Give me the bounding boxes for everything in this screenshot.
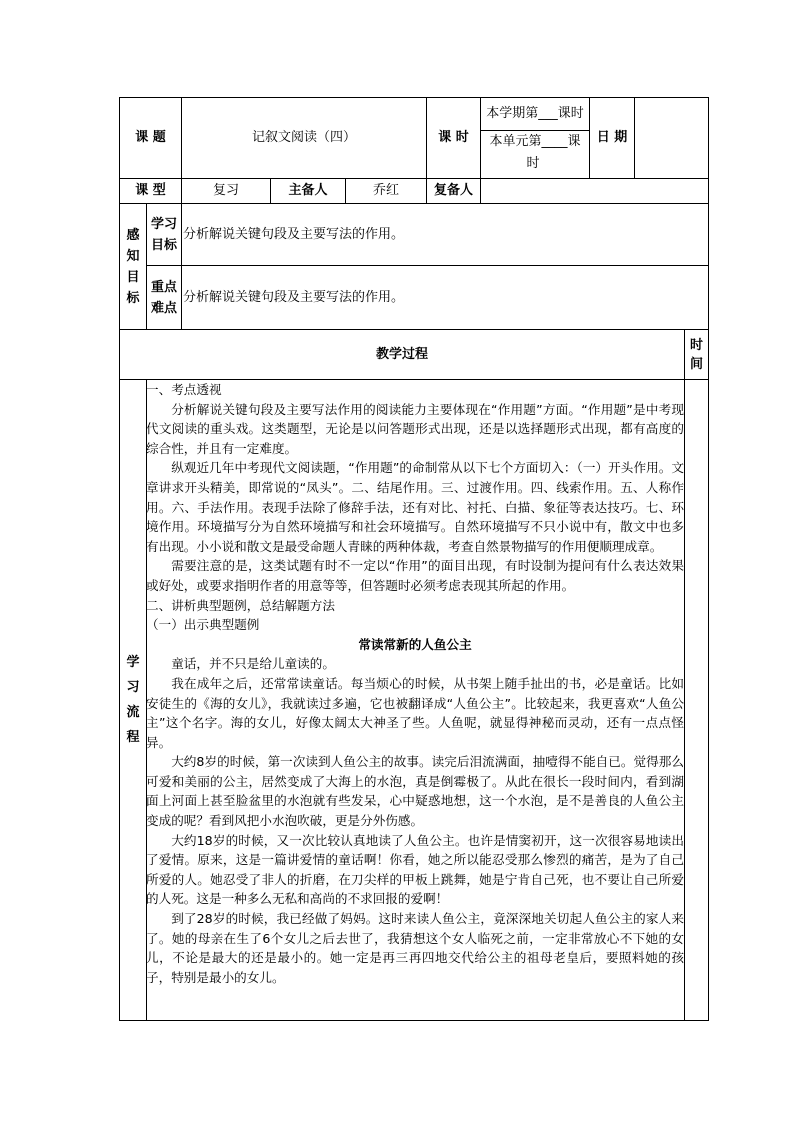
table-rule — [480, 130, 589, 131]
paragraph: 童话，并不只是给儿童读的。 — [171, 656, 335, 672]
paragraph: 我在成年之后，还常常读童话。每当烦心的时候，从书架上随手扯出的书，必是童话。比如安徒生的《海的女儿》，我就读过多遍，它也被翻译成“人鱼公主”。比较起来，我更喜欢“人鱼公主”这个名字。海的女儿，好像太阔太大神圣了些。人鱼呢，就显得神秘而灵动，还有一点点怪异。 — [146, 675, 684, 750]
section-heading: 二、讲析典型题例，总结解题方法 — [146, 597, 335, 613]
paragraph: 到了28岁的时候，我已经做了妈妈。这时来读人鱼公主，竟深深地关切起人鱼公主的家人来了。她的母亲在生了6个女儿之后去世了，我猜想这个女人临死之前，一定非常放心不下她的女儿，不论是最大的还是最小的。她一定是再三再四地交代给公主的祖母老皇后，要照料她的孩子，特别是最小的女儿。 — [146, 911, 684, 985]
paragraph: 需要注意的是，这类试题有时不一定以“作用”的面目出现，有时设制为提问有什么表达效果或好处，或要求指明作者的用意等等，但答题时必须考虑表现其所起的作用。 — [146, 558, 684, 593]
semester-period-text: 本学期第___课时 — [486, 106, 584, 121]
table-border-bottom — [119, 1020, 709, 1021]
teaching-process-title: 教学过程 — [375, 346, 428, 362]
learning-goal-text: 分析解说关键句段及主要写法的作用。 — [183, 226, 405, 242]
date-label: 日 期 — [596, 130, 628, 145]
paragraph: 分析解说关键句段及主要写法作用的阅读能力主要体现在“作用题”方面。“作用题”是中考现代文阅读的重头戏。这类题型，无论是以问答题形式出现，还是以选择题形式出现，都有高度的综合性，并且有一定难度。 — [146, 401, 684, 456]
preparer-value: 乔红 — [372, 183, 399, 198]
lesson-content — [146, 380, 684, 987]
article-title: 常读常新的人鱼公主 — [358, 636, 472, 652]
date-value — [635, 98, 708, 178]
time-label: 时 间 — [689, 337, 703, 372]
co-preparer-value — [481, 179, 708, 203]
topic-label: 课 题 — [135, 130, 166, 145]
type-value: 复习 — [212, 183, 239, 198]
key-difficulty-text: 分析解说关键句段及主要写法的作用。 — [183, 289, 405, 305]
section-heading: 一、考点透视 — [146, 382, 222, 397]
topic-value: 记叙文阅读（四） — [251, 130, 356, 145]
paragraph: 大约8岁的时候，第一次读到人鱼公主的故事。读完后泪流满面，抽噎得不能自已。觉得那么可爱和美丽的公主，居然变成了大海上的水泡，真是倒霉极了。从此在很长一段时间内，看到湖面上河面上甚至脸盆里的水泡就有些发呆，心中疑惑地想，这一个水泡，是不是善良的人鱼公主变成的呢？看到风把小水泡吹破，更是分外伤感。 — [146, 754, 684, 829]
learning-flow-label: 学 习 流 程 — [126, 655, 140, 745]
type-label: 课 型 — [135, 183, 166, 198]
subsection-heading: （一）出示典型题例 — [146, 617, 260, 633]
table-rule — [684, 379, 685, 1021]
key-difficulty-label: 重点 难点 — [150, 279, 177, 316]
table-border-right — [708, 97, 709, 1021]
period-label: 课 时 — [438, 130, 469, 145]
unit-period-text-line1: 本单元第____课 — [489, 134, 581, 149]
paragraph: 纵观近几年中考现代文阅读题，“作用题”的命制常从以下七个方面切入：（一）开头作用。文章讲求开头精美，即常说的“凤头”。二、结尾作用。三、过渡作用。四、线索作用。五、人称作用。六、手法作用。表现手法除了修辞手法，还有对比、衬托、白描、象征等表达技巧。七、环境作用。环境描写分为自然环境描写和社会环境描写。自然环境描写不只小说中有，散文中也多有出现。小小说和散文是最受命题人青睐的两种体裁，考查自然景物描写的作用便顺理成章。 — [146, 460, 684, 554]
paragraph: 大约18岁的时候，又一次比较认真地读了人鱼公主。也许是情窦初开，这一次很容易地读出了爱情。原来，这是一篇讲爱情的童话啊！你看，她之所以能忍受那么惨烈的痛苦，是为了自己所爱的人。她忍受了非人的折磨，在刀尖样的甲板上跳舞，她是宁肯自己死，也不要让自己所爱的人死。这是一种多么无私和高尚的不求回报的爱啊！ — [146, 832, 684, 907]
co-preparer-label: 复备人 — [433, 183, 473, 198]
preparer-label: 主备人 — [288, 183, 328, 198]
table-rule — [181, 203, 182, 330]
learning-goal-label: 学习 目标 — [150, 216, 177, 253]
objectives-section-label: 感 知 目 标 — [126, 227, 140, 306]
unit-period-text-line2: 时 — [526, 156, 540, 171]
